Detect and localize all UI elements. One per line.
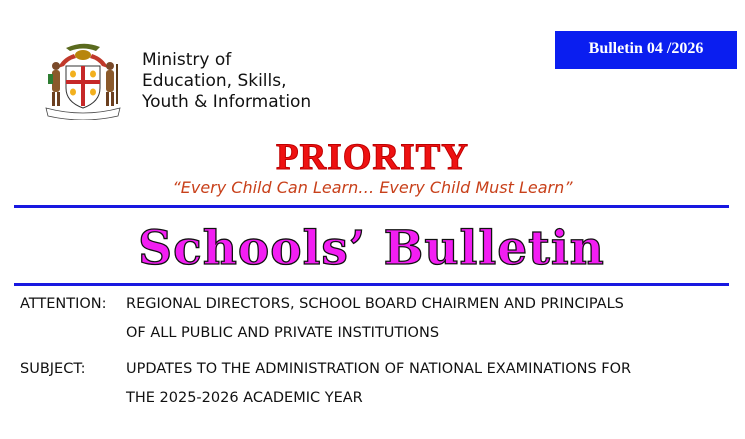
attention-line-1: REGIONAL DIRECTORS, SCHOOL BOARD CHAIRMEN AND PRINCIPALS: [126, 296, 624, 312]
ministry-line-3: Youth & Information: [142, 92, 312, 112]
document-title: Schools’ Bulletin: [138, 221, 605, 276]
bottom-divider: [14, 283, 729, 286]
ministry-name: [142, 50, 311, 113]
subject-line-1: UPDATES TO THE ADMINISTRATION OF NATIONAL EXAMINATIONS FOR: [126, 361, 632, 377]
attention-value: [126, 290, 726, 348]
attention-label: ATTENTION:: [20, 296, 107, 312]
priority-motto: “Every Child Can Learn… Every Child Must Learn”: [172, 178, 573, 197]
top-divider: [14, 205, 729, 208]
bulletin-number: Bulletin 04 /2026: [588, 40, 704, 57]
ministry-line-1: Ministry of: [142, 50, 232, 70]
subject-value: [126, 355, 726, 413]
coat-of-arms-icon: [38, 38, 128, 120]
ministry-line-2: Education, Skills,: [142, 71, 287, 91]
bulletin-number-badge: [555, 31, 737, 69]
priority-heading: PRIORITY: [275, 137, 470, 178]
subject-line-2: THE 2025-2026 ACADEMIC YEAR: [126, 390, 363, 406]
attention-line-2: OF ALL PUBLIC AND PRIVATE INSTITUTIONS: [126, 325, 440, 341]
subject-label: SUBJECT:: [20, 361, 86, 377]
